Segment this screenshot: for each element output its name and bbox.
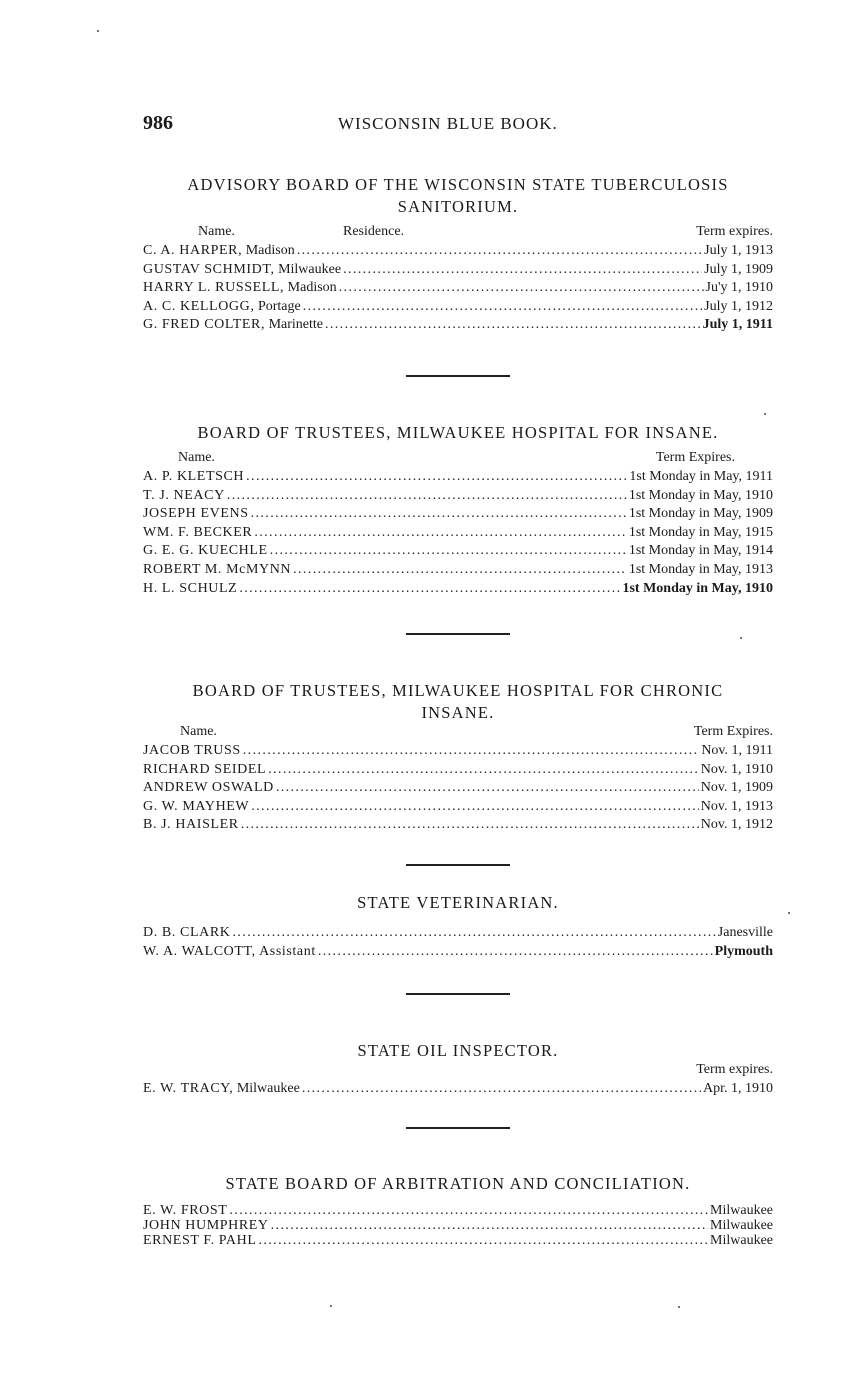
section-chronic-insane-hospital bbox=[143, 680, 773, 835]
section-divider bbox=[406, 864, 510, 866]
table-row: G. E. G. KUECHLE ..... 1st Monday in May, 1914 bbox=[143, 542, 773, 561]
scan-speck bbox=[97, 30, 99, 32]
table-row: WM. F. BECKER ..... 1st Monday in May, 1915 bbox=[143, 524, 773, 543]
table-row: C. A. HARPER, Madison ..... July 1, 1913 bbox=[143, 242, 773, 261]
table-row: ERNEST F. PAHL ..... Milwaukee bbox=[143, 1233, 773, 1248]
table-row: HARRY L. RUSSELL, Madison ..... Ju'y 1, 1910 bbox=[143, 279, 773, 298]
table-row: G. FRED COLTER, Marinette ..... July 1, 1911 bbox=[143, 316, 773, 335]
table-row: H. L. SCHULZ ..... 1st Monday in May, 1910 bbox=[143, 580, 773, 599]
table-row: W. A. WALCOTT, Assistant ..... Plymouth bbox=[143, 943, 773, 962]
table-row: ROBERT M. McMYNN ..... 1st Monday in May, 1913 bbox=[143, 561, 773, 580]
table-row: D. B. CLARK ..... Janesville bbox=[143, 924, 773, 943]
section-divider bbox=[406, 375, 510, 377]
column-headers bbox=[143, 450, 773, 468]
table-row: A. C. KELLOGG, Portage ..... July 1, 1912 bbox=[143, 298, 773, 317]
column-headers bbox=[143, 724, 773, 742]
table-row: GUSTAV SCHMIDT, Milwaukee ..... July 1, 1909 bbox=[143, 261, 773, 280]
table-row: B. J. HAISLER ..... Nov. 1, 1912 bbox=[143, 816, 773, 835]
column-headers bbox=[143, 224, 773, 242]
col-term-header: Term Expires. bbox=[693, 724, 773, 739]
page-header bbox=[143, 112, 773, 138]
scan-speck bbox=[764, 413, 766, 415]
section-tuberculosis-board bbox=[143, 174, 773, 335]
page-number: 986 bbox=[143, 112, 173, 134]
table-row: JACOB TRUSS ..... Nov. 1, 1911 bbox=[143, 742, 773, 761]
table-row: T. J. NEACY ..... 1st Monday in May, 1910 bbox=[143, 487, 773, 506]
table-row: E. W. FROST ..... Milwaukee bbox=[143, 1203, 773, 1218]
section-state-veterinarian bbox=[143, 892, 773, 961]
table-row: ANDREW OSWALD ..... Nov. 1, 1909 bbox=[143, 779, 773, 798]
col-term-header: Term Expires. bbox=[655, 450, 735, 465]
scan-speck bbox=[788, 912, 790, 914]
column-headers bbox=[143, 1062, 773, 1080]
section-title: STATE VETERINARIAN. bbox=[357, 893, 559, 912]
col-name-header: Name. bbox=[198, 224, 235, 239]
scan-speck bbox=[330, 1305, 332, 1307]
table-row: A. P. KLETSCH ..... 1st Monday in May, 1911 bbox=[143, 468, 773, 487]
section-title: STATE BOARD OF ARBITRATION AND CONCILIATION. bbox=[225, 1174, 691, 1193]
scan-speck bbox=[678, 1306, 680, 1308]
table-row: RICHARD SEIDEL ..... Nov. 1, 1910 bbox=[143, 761, 773, 780]
section-title: STATE OIL INSPECTOR. bbox=[357, 1041, 559, 1060]
col-term-header: Term expires. bbox=[696, 224, 773, 239]
section-title: BOARD OF TRUSTEES, MILWAUKEE HOSPITAL FOR CHRONIC bbox=[192, 681, 724, 700]
section-title-continued: INSANE. bbox=[421, 703, 495, 722]
table-row: G. W. MAYHEW ..... Nov. 1, 1913 bbox=[143, 798, 773, 817]
section-title-continued: SANITORIUM. bbox=[397, 197, 519, 216]
section-title: ADVISORY BOARD OF THE WISCONSIN STATE TUBERCULOSIS bbox=[187, 175, 729, 194]
scan-speck bbox=[740, 637, 742, 639]
table-row: JOSEPH EVENS ..... 1st Monday in May, 1909 bbox=[143, 505, 773, 524]
col-term-header: Term expires. bbox=[696, 1062, 773, 1077]
running-title: WISCONSIN BLUE BOOK. bbox=[338, 114, 558, 133]
col-name-header: Name. bbox=[178, 450, 215, 465]
section-divider bbox=[406, 993, 510, 995]
section-divider bbox=[406, 1127, 510, 1129]
col-name-header: Name. bbox=[180, 724, 217, 739]
section-milwaukee-hospital-insane bbox=[143, 422, 773, 598]
section-divider bbox=[406, 633, 510, 635]
col-residence-header: Residence. bbox=[343, 224, 405, 239]
table-row: E. W. TRACY, Milwaukee ..... Apr. 1, 1910 bbox=[143, 1080, 773, 1099]
section-title: BOARD OF TRUSTEES, MILWAUKEE HOSPITAL FOR INSANE. bbox=[197, 423, 719, 442]
section-state-oil-inspector bbox=[143, 1040, 773, 1099]
section-arbitration-board bbox=[143, 1173, 773, 1248]
table-row: JOHN HUMPHREY ..... Milwaukee bbox=[143, 1218, 773, 1233]
